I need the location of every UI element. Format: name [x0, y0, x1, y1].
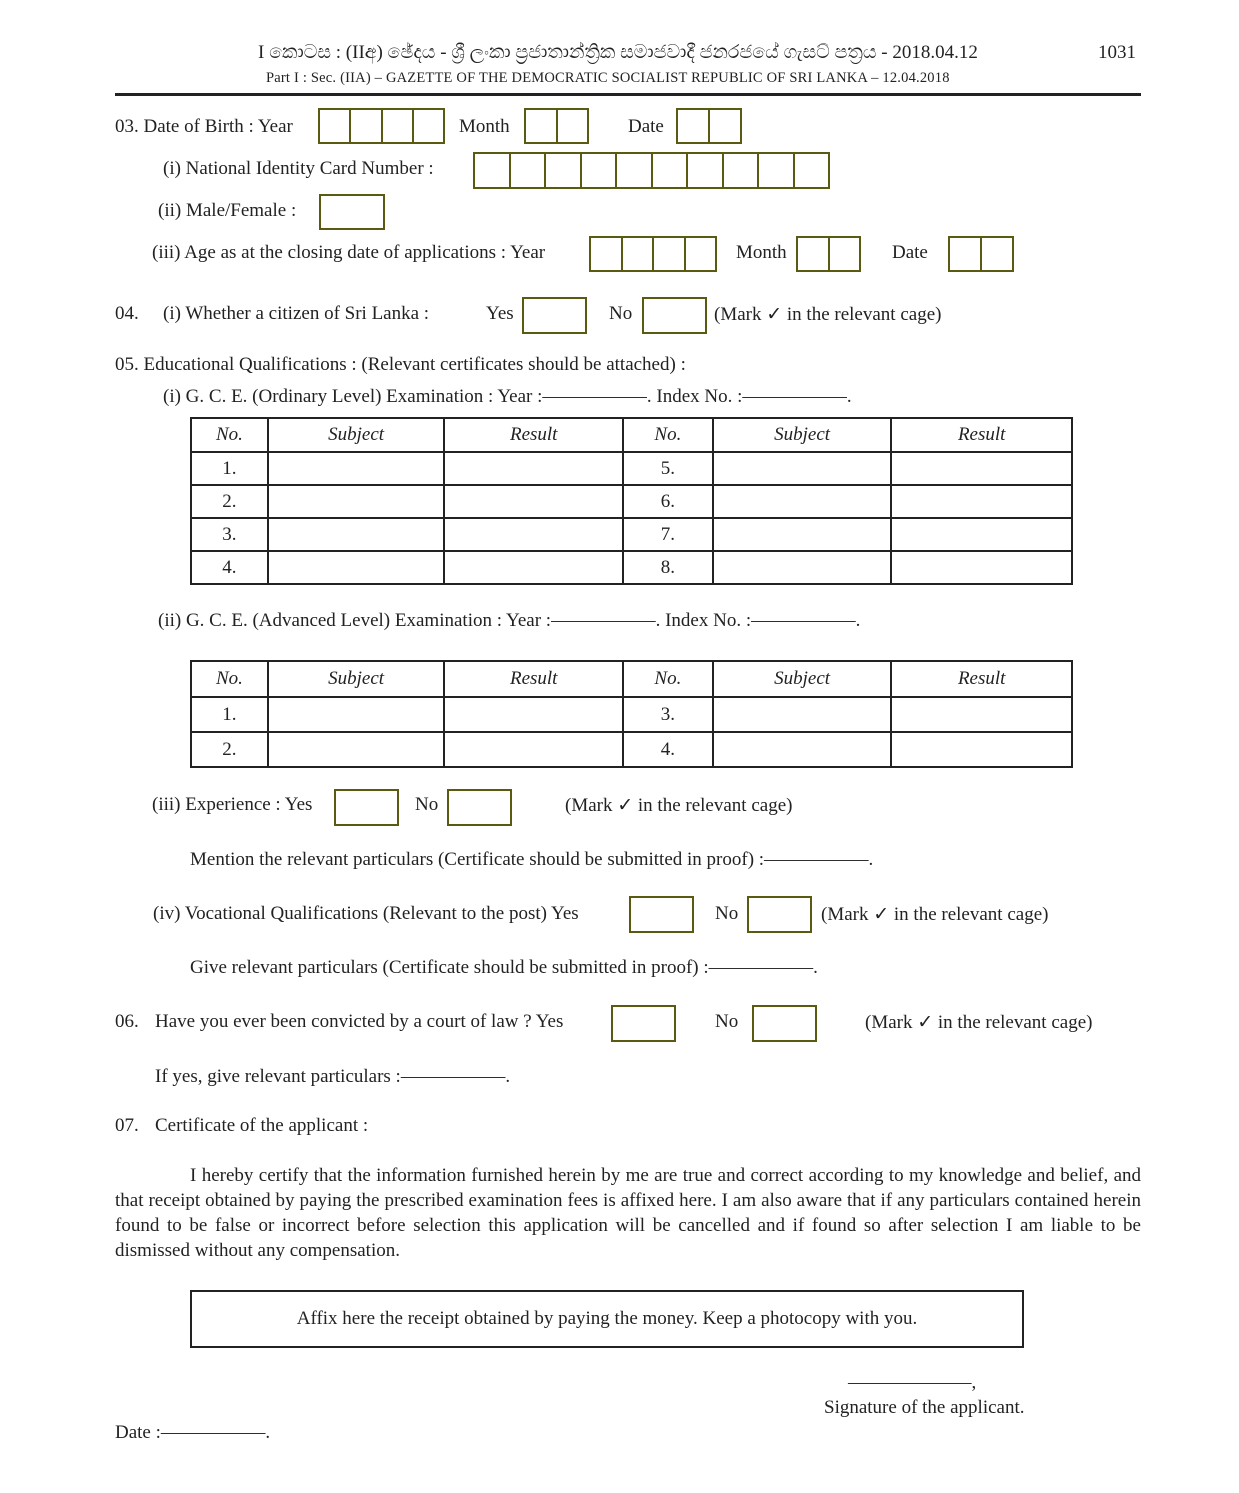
- ol-header-result-1: Result: [444, 418, 623, 452]
- subject-cell[interactable]: [713, 452, 892, 485]
- table-row: [191, 551, 1072, 584]
- subject-cell[interactable]: [268, 697, 445, 732]
- citizen-mark-note: (Mark ✓ in the relevant cage): [714, 304, 942, 325]
- dob-month-boxes[interactable]: [524, 108, 589, 144]
- dob-year-boxes[interactable]: [318, 108, 445, 144]
- ol-header-subject-2: Subject: [713, 418, 892, 452]
- section05-title: 05. Educational Qualifications : (Relevant certificates should be attached) :: [115, 354, 686, 375]
- ol-header-no-2: No.: [623, 418, 713, 452]
- al-exam-line: (ii) G. C. E. (Advanced Level) Examination : Year :–––––––––––. Index No. :–––––––––––.: [158, 610, 861, 631]
- conviction-question: Have you ever been convicted by a court of law ? Yes: [155, 1011, 564, 1032]
- vocational-particulars: Give relevant particulars (Certificate should be submitted in proof) :–––––––––––.: [190, 957, 818, 978]
- sex-label: (ii) Male/Female :: [158, 200, 297, 221]
- row-number: 2.: [191, 732, 268, 767]
- certificate-title: Certificate of the applicant :: [155, 1115, 369, 1136]
- section06-number: 06.: [115, 1011, 139, 1032]
- age-date-boxes[interactable]: [948, 236, 1014, 272]
- date-line: Date :–––––––––––.: [115, 1422, 271, 1443]
- row-number: 8.: [623, 551, 713, 584]
- vocational-yes-cage[interactable]: [629, 896, 694, 933]
- vocational-label: (iv) Vocational Qualifications (Relevant to the post) Yes: [153, 903, 579, 924]
- conviction-no-cage[interactable]: [752, 1005, 817, 1042]
- result-cell[interactable]: [444, 697, 623, 732]
- subject-cell[interactable]: [713, 732, 892, 767]
- result-cell[interactable]: [891, 485, 1072, 518]
- citizen-no-cage[interactable]: [642, 297, 707, 334]
- al-header-subject-1: Subject: [268, 661, 445, 697]
- dob-label: 03. Date of Birth : Year: [115, 116, 293, 137]
- al-results-table: [190, 660, 1073, 768]
- al-header-result-2: Result: [891, 661, 1072, 697]
- age-date-label: Date: [892, 242, 928, 263]
- subject-cell[interactable]: [268, 551, 445, 584]
- result-cell[interactable]: [891, 732, 1072, 767]
- conviction-particulars: If yes, give relevant particulars :–––––––––––.: [155, 1066, 511, 1087]
- row-number: 7.: [623, 518, 713, 551]
- conviction-yes-cage[interactable]: [611, 1005, 676, 1042]
- ol-header-no-1: No.: [191, 418, 268, 452]
- citizen-label: (i) Whether a citizen of Sri Lanka :: [163, 303, 430, 324]
- vocational-no-cage[interactable]: [747, 896, 812, 933]
- age-month-boxes[interactable]: [796, 236, 861, 272]
- citizen-yes-label: Yes: [486, 303, 514, 324]
- receipt-text: Affix here the receipt obtained by paying the money. Keep a photocopy with you.: [296, 1308, 918, 1329]
- section07-number: 07.: [115, 1115, 139, 1136]
- experience-mark-note: (Mark ✓ in the relevant cage): [565, 795, 793, 816]
- page-number: 1031: [1098, 42, 1136, 63]
- ol-header-result-2: Result: [891, 418, 1072, 452]
- table-row: [191, 697, 1072, 732]
- dob-date-label: Date: [628, 116, 664, 137]
- result-cell[interactable]: [891, 697, 1072, 732]
- result-cell[interactable]: [891, 518, 1072, 551]
- row-number: 5.: [623, 452, 713, 485]
- subject-cell[interactable]: [268, 732, 445, 767]
- nic-label: (i) National Identity Card Number :: [163, 158, 434, 179]
- subject-cell[interactable]: [713, 518, 892, 551]
- vocational-mark-note: (Mark ✓ in the relevant cage): [821, 904, 1049, 925]
- table-row: [191, 518, 1072, 551]
- subject-cell[interactable]: [713, 697, 892, 732]
- result-cell[interactable]: [444, 452, 623, 485]
- row-number: 3.: [623, 697, 713, 732]
- row-number: 4.: [191, 551, 268, 584]
- result-cell[interactable]: [444, 551, 623, 584]
- table-row: [191, 732, 1072, 767]
- subject-cell[interactable]: [713, 551, 892, 584]
- signature-label: Signature of the applicant.: [824, 1397, 1025, 1418]
- section04-number: 04.: [115, 303, 139, 324]
- conviction-no-label: No: [715, 1011, 739, 1032]
- al-header-no-1: No.: [191, 661, 268, 697]
- dob-month-label: Month: [459, 116, 510, 137]
- result-cell[interactable]: [444, 518, 623, 551]
- subject-cell[interactable]: [268, 452, 445, 485]
- nic-boxes[interactable]: [473, 152, 830, 189]
- dob-date-boxes[interactable]: [676, 108, 742, 144]
- experience-no-label: No: [415, 794, 439, 815]
- result-cell[interactable]: [891, 551, 1072, 584]
- experience-no-cage[interactable]: [447, 789, 512, 826]
- row-number: 1.: [191, 697, 268, 732]
- table-row: [191, 485, 1072, 518]
- header-sinhala-title: I කොටස : (IIඅ) ඡේදය - ශ්‍රී ලංකා ප්‍රජාතාන්ත්‍රික සමාජවාදී ජනරජයේ ගැසට් පත්‍රය - 2018.04.12: [258, 42, 978, 63]
- receipt-box: [190, 1290, 1024, 1348]
- certificate-paragraph: I hereby certify that the information furnished herein by me are true and correct according to my knowledge and belief, and that receipt obtained by paying the prescribed examination fees is affixed here. I am also aware that if any particulars contained herein found to be false or incorrect before selection this application will be cancelled and if found so after selection I am liable to be dismissed without any compensation.: [115, 1165, 1141, 1261]
- al-header-subject-2: Subject: [713, 661, 892, 697]
- header-english-title: Part I : Sec. (IIA) – GAZETTE OF THE DEMOCRATIC SOCIALIST REPUBLIC OF SRI LANKA – 12.04.2018: [266, 70, 950, 86]
- vocational-no-label: No: [715, 903, 739, 924]
- result-cell[interactable]: [444, 485, 623, 518]
- conviction-mark-note: (Mark ✓ in the relevant cage): [865, 1012, 1093, 1033]
- signature-line: –––––––––––––,: [848, 1372, 977, 1393]
- table-row: [191, 452, 1072, 485]
- ol-exam-line: (i) G. C. E. (Ordinary Level) Examination : Year :–––––––––––. Index No. :–––––––––––.: [163, 386, 852, 407]
- citizen-no-label: No: [609, 303, 633, 324]
- sex-field[interactable]: [319, 194, 385, 230]
- age-year-boxes[interactable]: [589, 236, 717, 272]
- experience-yes-cage[interactable]: [334, 789, 399, 826]
- al-header-result-1: Result: [444, 661, 623, 697]
- age-month-label: Month: [736, 242, 787, 263]
- row-number: 4.: [623, 732, 713, 767]
- row-number: 6.: [623, 485, 713, 518]
- result-cell[interactable]: [891, 452, 1072, 485]
- age-label: (iii) Age as at the closing date of applications : Year: [152, 242, 546, 263]
- experience-label: (iii) Experience : Yes: [152, 794, 313, 815]
- citizen-yes-cage[interactable]: [522, 297, 587, 334]
- row-number: 1.: [191, 452, 268, 485]
- ol-header-subject-1: Subject: [268, 418, 445, 452]
- ol-results-table: [190, 417, 1073, 585]
- row-number: 2.: [191, 485, 268, 518]
- row-number: 3.: [191, 518, 268, 551]
- subject-cell[interactable]: [713, 485, 892, 518]
- header-rule: [115, 93, 1141, 96]
- al-header-no-2: No.: [623, 661, 713, 697]
- subject-cell[interactable]: [268, 485, 445, 518]
- subject-cell[interactable]: [268, 518, 445, 551]
- experience-particulars: Mention the relevant particulars (Certificate should be submitted in proof) :–––––––––––.: [190, 849, 874, 870]
- result-cell[interactable]: [444, 732, 623, 767]
